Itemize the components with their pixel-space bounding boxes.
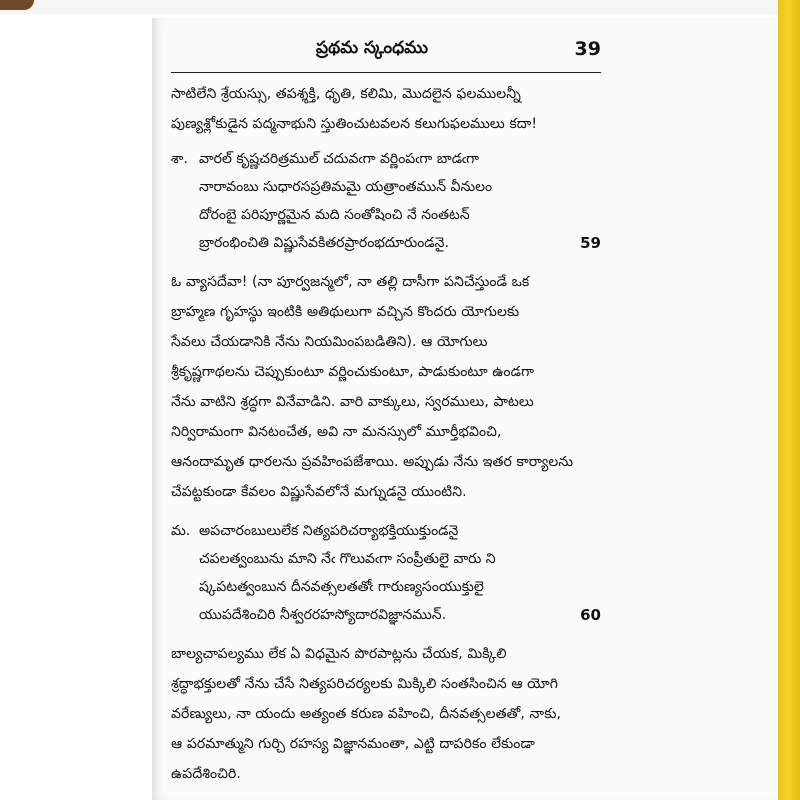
verse-line: దోరంబై పరిపూర్ణమైన మది సంతోషించి నే నంతటన్ <box>199 207 470 223</box>
verse-text: వారల్ కృష్ణచరిత్రముల్ చదువఁగా వర్ణింపఁగా బాడఁగా <box>199 151 479 167</box>
verse-meter-marker: మ. <box>171 523 191 539</box>
verse-line <box>171 517 601 545</box>
verse-59 <box>171 145 601 257</box>
book-edge-top <box>0 0 800 14</box>
verse-line: చపలత్వంబును మాని నేఁ గొలువఁగా సంప్రీతులై వారు ని <box>199 551 496 567</box>
text-line: సేవలు చేయడానికి నేను నియమింపబడితిని). ఆ యోగులు <box>171 334 488 350</box>
text-line: నిర్విరామంగా వినటంచేత, అవి నా మనస్సులో మూర్తీభవించి, <box>171 424 502 440</box>
spacer <box>171 629 601 639</box>
text-line: బాల్యచాపల్యము లేక ఏ విధమైన పొరపాట్లను చేయక, మిక్కిలి <box>171 646 507 662</box>
verse-60 <box>171 517 601 629</box>
verse-line: ష్కపటత్వంబున దీనవత్సలతతోఁ గారుణ్యసంయుక్తులై <box>199 579 484 595</box>
paragraph-3 <box>171 639 601 789</box>
page-content <box>171 28 601 789</box>
text-line: నేను వాటిని శ్రద్ధగా వినేవాడిని. వారి వాక్కులు, స్వరములు, పాటలు <box>171 394 534 410</box>
paragraph-1 <box>171 79 601 139</box>
text-line: ఆనందామృత ధారలను ప్రవహింపజేశాయి. అప్పుడు నేను ఇతర కార్యాలను <box>171 454 574 470</box>
verse-text: బ్రారంభించితి విష్ణుసేవకితరప్రారంభదూరుండనై. <box>199 235 449 251</box>
verse-line <box>171 145 601 173</box>
chapter-title: ప్రథమ స్కంధము <box>316 38 428 58</box>
text-line: సాటిలేని శ్రేయస్సు, తపశ్శక్తి, ధృతి, కలిమి, మొదలైన ఫలములన్నీ <box>171 86 521 102</box>
text-line: పుణ్యశ్లోకుడైన పద్మనాభుని స్తుతించుటవలన కలుగుఫలములు కదా! <box>171 116 538 132</box>
verse-text: యుపదేశించిరి నీశ్వరరహస్యోదారవిజ్ఞానమున్. <box>199 607 447 623</box>
verse-line <box>171 601 601 629</box>
verse-number: 59 <box>580 234 601 252</box>
verse-text: అపచారంబులులేక నిత్యపరిచర్యాభక్తియుక్తుండనై <box>199 523 459 539</box>
page-number: 39 <box>574 38 601 60</box>
text-line: శ్రీకృష్ణగాథలను చెప్పుకుంటూ వర్ణించుకుంటూ, పాడుకుంటూ ఉండగా <box>171 364 535 380</box>
text-line: వరేణ్యులు, నా యందు అత్యంత కరుణ వహించి, దీనవత్సలతతో, నాకు, <box>171 706 562 722</box>
text-line: ఉపదేశించిరి. <box>171 766 241 782</box>
text-line: బ్రాహ్మణ గృహస్థు ఇంటికి అతిథులుగా వచ్చిన కొందరు యోగులకు <box>171 304 520 320</box>
text-line: శ్రద్ధాభక్తులతో నేను చేసే నిత్యపరిచర్యలకు మిక్కిలి సంతసించిన ఆ యోగి <box>171 676 559 692</box>
verse-line: నారావంబు సుధారసప్రతిమమై యత్రాంతమున్ వీనులం <box>199 179 493 195</box>
verse-number: 60 <box>580 606 601 624</box>
page-header <box>171 28 601 64</box>
text-line: ఓ వ్యాసదేవా! (నా పూర్వజన్మలో, నా తల్లి దాసీగా పనిచేస్తుండే ఒక <box>171 274 530 290</box>
spacer <box>171 257 601 267</box>
text-line: ఆ పరమాత్ముని గుర్చి రహస్య విజ్ఞానమంతా, ఎట్టి దాపరికం లేకుండా <box>171 736 535 752</box>
text-line: చేపట్టకుండా కేవలం విష్ణుసేవలోనే మగ్నుడనై యుంటిని. <box>171 484 467 500</box>
verse-line <box>171 229 601 257</box>
book-page <box>152 18 776 800</box>
paragraph-2 <box>171 267 601 507</box>
book-cover-edge <box>778 0 800 800</box>
verse-meter-marker: శా. <box>171 151 188 167</box>
book-corner <box>0 0 34 10</box>
header-rule <box>171 72 601 73</box>
